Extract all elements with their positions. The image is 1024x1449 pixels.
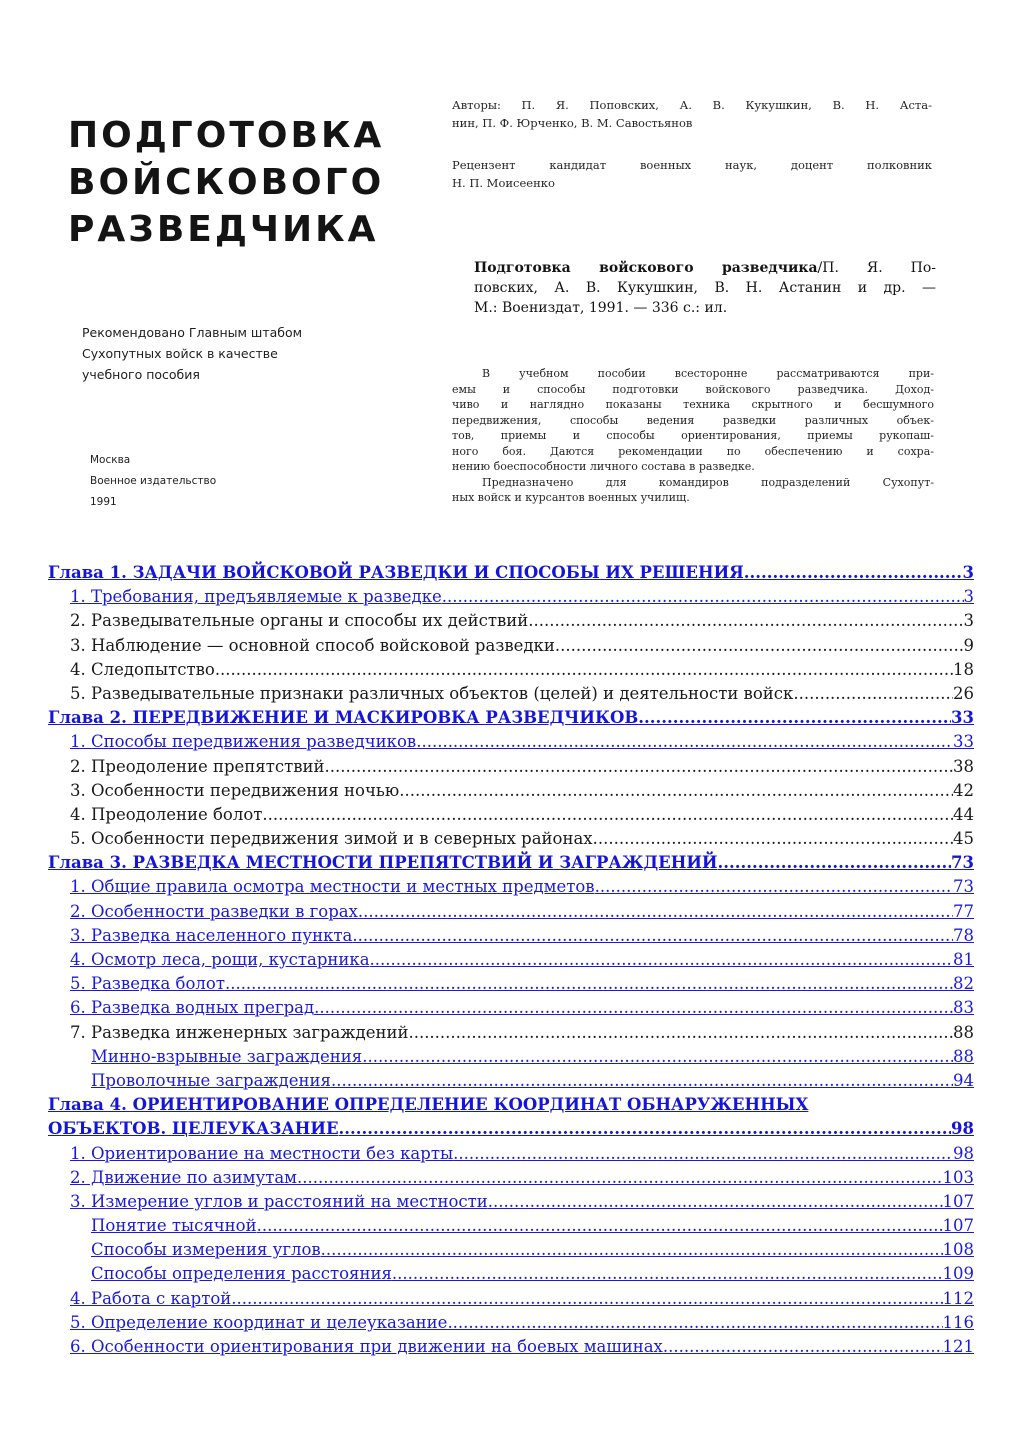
toc-page-number: 107 [942, 1191, 974, 1211]
toc-dot-leader [442, 585, 964, 609]
toc-dot-leader [453, 1142, 953, 1166]
toc-page-number: 33 [951, 708, 974, 728]
toc-dot-leader [262, 803, 953, 827]
book-title-line: ВОЙСКОВОГО [68, 162, 385, 203]
toc-page-number: 88 [953, 1046, 974, 1066]
toc-page-number: 98 [951, 1119, 974, 1139]
toc-entry-text: 4. Работа с картой [70, 1288, 232, 1308]
toc-dot-leader [231, 1287, 942, 1311]
toc-entry[interactable] [0, 1045, 1024, 1069]
toc-entry-text: Способы определения расстояния [91, 1264, 392, 1284]
toc-entry-text: 4. Следопытство [70, 659, 215, 679]
toc-page-number: 73 [953, 877, 974, 897]
toc-entry-text: Минно-взрывные заграждения [91, 1046, 363, 1066]
toc-entry[interactable] [0, 730, 1024, 754]
toc-dot-leader [416, 730, 953, 754]
toc-dot-leader [352, 924, 953, 948]
biblio-line [474, 258, 936, 278]
toc-entry-text: Проволочные заграждения [91, 1070, 331, 1090]
toc-chapter-entry[interactable] [0, 706, 1024, 730]
toc-dot-leader [555, 634, 964, 658]
imprint-year: 1991 [90, 496, 117, 508]
toc-entry[interactable] [0, 1238, 1024, 1262]
toc-entry-text: 5. Определение координат и целеуказание [70, 1312, 448, 1332]
table-of-contents [0, 561, 1024, 1359]
toc-entry-text: Глава 2. ПЕРЕДВИЖЕНИЕ И МАСКИРОВКА РАЗВЕДЧИКОВ [48, 708, 639, 728]
abstract-block [452, 366, 934, 506]
toc-dot-leader [638, 706, 951, 730]
abstract-line: Предназначено для командиров подразделений Сухопут- [482, 475, 934, 489]
toc-entry-text: Способы измерения углов [91, 1240, 321, 1260]
toc-dot-leader [744, 561, 963, 585]
toc-entry-text: Глава 4. ОРИЕНТИРОВАНИЕ ОПРЕДЕЛЕНИЕ КООРДИНАТ ОБНАРУЖЕННЫХ [48, 1095, 809, 1115]
toc-dot-leader [339, 1117, 951, 1141]
toc-dot-leader [325, 755, 954, 779]
toc-entry-text: 2. Преодоление препятствий [70, 756, 325, 776]
toc-page-number: 33 [953, 732, 974, 752]
authors-line: Авторы: П. Я. Поповских, А. В. Кукушкин, В. Н. Аста- [452, 98, 932, 112]
abstract-line: тов, приемы и способы ориентирования, приемы рукопаш- [452, 429, 934, 442]
abstract-line: ных войск и курсантов военных училищ. [452, 491, 690, 504]
toc-page-number: 94 [953, 1070, 974, 1090]
abstract-line: В учебном пособии всесторонне рассматриваются при- [482, 367, 934, 380]
toc-entry-text: 3. Особенности передвижения ночью [70, 780, 400, 800]
toc-page-number: 45 [953, 829, 974, 849]
toc-entry-text: Глава 1. ЗАДАЧИ ВОЙСКОВОЙ РАЗВЕДКИ И СПОСОБЫ ИХ РЕШЕНИЯ [48, 563, 744, 582]
toc-dot-leader [331, 1069, 953, 1093]
book-title-line: РАЗВЕДЧИКА [68, 209, 379, 250]
toc-entry-text: 2. Особенности разведки в горах [70, 901, 358, 921]
toc-dot-leader [663, 1335, 943, 1359]
toc-dot-leader [225, 972, 953, 996]
toc-entry [0, 609, 1024, 633]
toc-page-number: 81 [953, 950, 974, 969]
toc-dot-leader [321, 1238, 943, 1262]
toc-entry[interactable] [0, 1262, 1024, 1286]
toc-dot-leader [358, 900, 953, 924]
toc-entry [0, 779, 1024, 803]
toc-page-number: 103 [942, 1167, 974, 1187]
toc-page-number: 9 [963, 635, 974, 655]
toc-dot-leader [370, 948, 953, 972]
toc-entry-text: 1. Общие правила осмотра местности и местных предметов [70, 877, 595, 897]
toc-entry[interactable] [0, 900, 1024, 924]
toc-dot-leader [793, 682, 953, 706]
toc-page-number: 18 [953, 659, 974, 679]
toc-dot-leader [362, 1045, 953, 1069]
toc-entry[interactable] [0, 1311, 1024, 1335]
toc-entry[interactable] [0, 875, 1024, 899]
toc-entry-text: 7. Разведка инженерных заграждений [70, 1022, 409, 1042]
toc-entry-text: 4. Осмотр леса, рощи, кустарника [70, 950, 370, 969]
toc-entry-text: 1. Требования, предъявляемые к разведке [70, 587, 442, 607]
toc-dot-leader [593, 827, 953, 851]
toc-page-number: 3 [962, 563, 974, 582]
toc-entry-text: 6. Особенности ориентирования при движении на боевых машинах [70, 1337, 663, 1357]
toc-entry[interactable] [0, 948, 1024, 972]
title-page-scan [0, 0, 1024, 545]
toc-dot-leader [408, 1021, 953, 1045]
toc-entry-text: ОБЪЕКТОВ. ЦЕЛЕУКАЗАНИЕ [48, 1119, 339, 1139]
toc-dot-leader [314, 996, 953, 1020]
toc-entry-text: Глава 3. РАЗВЕДКА МЕСТНОСТИ ПРЕПЯТСТВИЙ И ЗАГРАЖДЕНИЙ [48, 853, 718, 873]
toc-entry [0, 634, 1024, 658]
toc-page-number: 3 [963, 611, 974, 631]
toc-entry-text: 1. Ориентирование на местности без карты [70, 1143, 454, 1163]
toc-chapter-entry[interactable] [0, 1093, 1024, 1141]
toc-entry[interactable] [0, 1214, 1024, 1238]
toc-entry-text: 3. Измерение углов и расстояний на местности [70, 1191, 488, 1211]
toc-page-number: 88 [953, 1022, 974, 1042]
toc-chapter-entry[interactable] [0, 561, 1024, 585]
abstract-line: передвижения, способы ведения разведки различных объек- [452, 413, 934, 427]
reviewer-block [452, 156, 932, 192]
toc-entry-text: 4. Преодоление болот [70, 804, 263, 824]
reviewer-line: Рецензент кандидат военных наук, доцент полковник [452, 158, 932, 172]
toc-entry[interactable] [0, 972, 1024, 996]
toc-entry[interactable] [0, 1166, 1024, 1190]
toc-entry-text: Понятие тысячной [91, 1216, 257, 1236]
toc-dot-leader [488, 1190, 943, 1214]
abstract-line: емы и способы подготовки войскового разведчика. Доход- [452, 382, 934, 396]
toc-page-number: 38 [953, 756, 974, 776]
authors-line: нин, П. Ф. Юрченко, В. М. Савостьянов [452, 116, 693, 130]
toc-dot-leader [718, 851, 952, 875]
toc-entry[interactable] [0, 1190, 1024, 1214]
toc-page-number: 108 [942, 1240, 974, 1260]
biblio-line: М.: Воениздат, 1991. — 336 с.: ил. [474, 300, 728, 316]
toc-page-number: 98 [953, 1143, 974, 1163]
toc-entry-text: 2. Разведывательные органы и способы их действий [70, 611, 529, 631]
toc-dot-leader [257, 1214, 943, 1238]
recommendation-note [82, 322, 302, 385]
toc-entry-text: 1. Способы передвижения разведчиков [70, 732, 417, 752]
biblio-text: /П. Я. По- [817, 260, 936, 276]
toc-entry[interactable] [0, 1335, 1024, 1359]
toc-entry [0, 682, 1024, 706]
toc-entry[interactable] [0, 1142, 1024, 1166]
toc-page-number: 77 [953, 901, 974, 921]
toc-page-number: 26 [953, 683, 974, 703]
imprint-publisher: Военное издательство [90, 475, 217, 487]
toc-entry-text: 2. Движение по азимутам [70, 1167, 297, 1187]
abstract-line: ного боя. Даются рекомендации по обеспечению и сохра- [452, 444, 934, 458]
toc-dot-leader [528, 609, 963, 633]
toc-dot-leader [392, 1262, 943, 1286]
toc-entry[interactable] [0, 1069, 1024, 1093]
toc-chapter-entry[interactable] [0, 851, 1024, 875]
toc-page-number: 82 [953, 974, 974, 994]
toc-entry-text: 3. Наблюдение — основной способ войсковой разведки [70, 635, 555, 655]
toc-entry [0, 755, 1024, 779]
toc-entry [0, 658, 1024, 682]
toc-entry-text: 5. Разведывательные признаки различных объектов (целей) и деятельности войск [70, 683, 794, 703]
toc-entry-text: 5. Особенности передвижения зимой и в северных районах [70, 829, 593, 849]
bibliographic-record [474, 258, 936, 318]
abstract-line: чиво и наглядно показаны техника скрытного и бесшумного [452, 398, 934, 411]
toc-page-number: 42 [953, 780, 974, 800]
toc-entry-text: 6. Разведка водных преград [70, 998, 315, 1018]
toc-entry[interactable] [0, 996, 1024, 1020]
toc-page-number: 112 [942, 1288, 974, 1308]
toc-entry [0, 1021, 1024, 1045]
abstract-line: нению боеспособности личного состава в разведке. [452, 460, 755, 473]
biblio-line: повских, А. В. Кукушкин, В. Н. Астанин и др. — [474, 280, 936, 296]
recommendation-line: Сухопутных войск в качестве [82, 346, 278, 361]
toc-entry-text: 5. Разведка болот [70, 974, 225, 994]
toc-dot-leader [595, 875, 953, 899]
toc-dot-leader [215, 658, 953, 682]
publisher-imprint [90, 450, 216, 513]
imprint-city: Москва [90, 454, 131, 466]
biblio-title: Подготовка войскового разведчика [474, 260, 818, 276]
toc-dot-leader [297, 1166, 943, 1190]
book-title [68, 112, 418, 253]
recommendation-line: учебного пособия [82, 367, 200, 382]
toc-dot-leader [399, 779, 953, 803]
toc-page-number: 73 [951, 853, 974, 873]
toc-entry [0, 827, 1024, 851]
toc-page-number: 3 [963, 587, 974, 607]
toc-page-number: 107 [942, 1216, 974, 1236]
reviewer-line: Н. П. Моисеенко [452, 176, 555, 190]
toc-entry[interactable] [0, 1287, 1024, 1311]
toc-page-number: 116 [942, 1312, 974, 1332]
recommendation-line: Рекомендовано Главным штабом [82, 325, 303, 340]
toc-page-number: 83 [953, 998, 974, 1018]
toc-page-number: 109 [942, 1264, 974, 1284]
toc-page-number: 44 [953, 804, 974, 824]
authors-block [452, 96, 932, 132]
book-title-line: ПОДГОТОВКА [68, 115, 385, 156]
toc-page-number: 78 [953, 925, 974, 945]
toc-entry[interactable] [0, 585, 1024, 609]
toc-entry[interactable] [0, 924, 1024, 948]
toc-entry-text: 3. Разведка населенного пункта [70, 925, 353, 945]
toc-page-number: 121 [942, 1337, 974, 1357]
toc-dot-leader [447, 1311, 942, 1335]
toc-entry [0, 803, 1024, 827]
